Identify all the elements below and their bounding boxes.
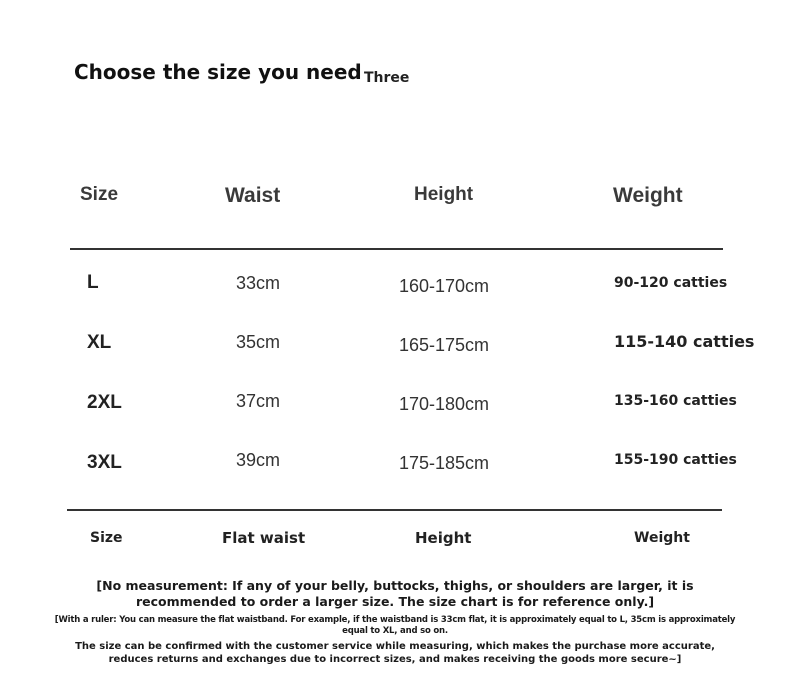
note-line: reduces returns and exchanges due to incorrect sizes, and makes receiving the goods more secure~]	[108, 654, 682, 665]
note-line: recommended to order a larger size. The size chart is for reference only.]	[135, 594, 655, 609]
row-3xl-weight: 155-190 catties	[614, 452, 737, 468]
row-xl-size: XL	[87, 332, 112, 353]
page-title: Choose the size you need	[74, 60, 362, 84]
note-no-measurement	[0, 578, 790, 610]
note-with-ruler	[0, 615, 790, 637]
row-2xl-height: 170-180cm	[399, 394, 490, 414]
row-3xl-size: 3XL	[87, 452, 122, 473]
row-2xl-size: 2XL	[87, 392, 122, 413]
row-l-waist: 33cm	[236, 273, 281, 293]
note-line: [With a ruler: You can measure the flat waistband. For example, if the waistband is 33cm flat, it is approximately equal to L, 35cm is approximately	[54, 615, 736, 625]
row-xl-waist: 35cm	[236, 332, 281, 352]
row-3xl-height: 175-185cm	[399, 453, 490, 473]
note-line: equal to XL, and so on.	[342, 626, 448, 636]
note-line: [No measurement: If any of your belly, buttocks, thighs, or shoulders are larger, it is	[96, 578, 694, 593]
row-xl-weight: 115-140 catties	[614, 332, 755, 351]
footer-weight: Weight	[634, 530, 690, 546]
header-waist: Waist	[225, 184, 281, 207]
row-l-size: L	[87, 272, 99, 293]
row-3xl-waist: 39cm	[236, 450, 281, 470]
footer-flat-waist: Flat waist	[222, 529, 306, 547]
count-label: Three	[364, 70, 410, 86]
header-size: Size	[80, 184, 119, 205]
header-weight: Weight	[613, 184, 683, 207]
note-customer-service	[0, 640, 790, 666]
footer-height: Height	[415, 529, 472, 547]
table-top-divider	[70, 248, 723, 250]
header-height: Height	[414, 184, 474, 205]
footer-size: Size	[90, 530, 123, 546]
table-bottom-divider	[67, 509, 722, 511]
row-l-weight: 90-120 catties	[614, 275, 728, 291]
row-l-height: 160-170cm	[399, 276, 490, 296]
row-xl-height: 165-175cm	[399, 335, 490, 355]
row-2xl-weight: 135-160 catties	[614, 393, 737, 409]
note-line: The size can be confirmed with the customer service while measuring, which makes the purchase more accurate,	[75, 641, 715, 652]
row-2xl-waist: 37cm	[236, 391, 281, 411]
